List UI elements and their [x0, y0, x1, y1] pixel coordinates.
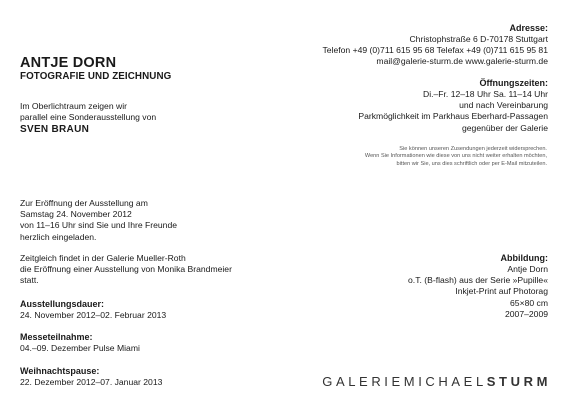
illustration-heading: Abbildung:: [500, 253, 548, 263]
illustration-credits: [408, 252, 548, 320]
artist-block: [20, 55, 171, 83]
fair-heading: Messeteilnahme:: [20, 332, 93, 342]
intro-line: parallel eine Sonderausstellung von: [20, 112, 157, 123]
parking-line: Parkmöglichkeit im Parkhaus Eberhard-Passagen: [358, 111, 548, 122]
duration-block: [20, 298, 166, 321]
hours-line: Di.–Fr. 12–18 Uhr Sa. 11–14 Uhr: [423, 89, 548, 99]
duration-value: 24. November 2012–02. Februar 2013: [20, 310, 167, 320]
unsubscribe-notice: [365, 146, 547, 168]
hours-line: und nach Vereinbarung: [459, 100, 548, 111]
opening-invitation: [20, 198, 177, 243]
fair-block: [20, 331, 140, 354]
exhibition-subtitle: FOTOGRAFIE UND ZEICHNUNG: [20, 71, 172, 82]
address-phone-fax: Telefon +49 (0)711 615 95 68 Telefax +49 (0)711 615 95 81: [322, 45, 548, 56]
parking-line: gegenüber der Galerie: [462, 122, 548, 133]
parallel-line: Zeitgleich findet in der Galerie Mueller-Roth: [20, 253, 186, 263]
intro-line: Im Oberlichtraum zeigen wir: [20, 101, 127, 111]
opening-hours-block: [358, 77, 548, 134]
opening-line: Zur Eröffnung der Ausstellung am: [20, 198, 148, 208]
notice-line: Wenn Sie Informationen wie diese von uns nicht weiter erhalten möchten,: [364, 153, 547, 160]
illustration-size: 65×80 cm: [510, 297, 548, 308]
opening-line: Samstag 24. November 2012: [20, 209, 132, 220]
guest-artist-name: SVEN BRAUN: [20, 124, 90, 136]
address-street: Christophstraße 6 D-70178 Stuttgart: [409, 34, 548, 44]
xmas-block: [20, 365, 162, 388]
notice-line: bitten wir Sie, uns dies schriftlich oder per E-Mail mitzuteilen.: [396, 160, 547, 167]
opening-line: von 11–16 Uhr sind Sie und Ihre Freunde: [20, 220, 178, 231]
address-block: [322, 22, 548, 68]
illustration-medium: Inkjet-Print auf Photorag: [455, 286, 548, 297]
address-heading: Adresse:: [509, 23, 548, 33]
duration-heading: Ausstellungsdauer:: [20, 299, 105, 309]
parallel-line: statt.: [20, 275, 39, 286]
parallel-line: die Eröffnung einer Ausstellung von Monika Brandmeier: [20, 264, 232, 275]
opening-line: herzlich eingeladen.: [20, 231, 97, 242]
notice-line: Sie können unseren Zusendungen jederzeit widersprechen.: [399, 146, 547, 152]
special-exhibition-block: [20, 101, 156, 136]
address-mail-web: mail@galerie-sturm.de www.galerie-sturm.de: [376, 56, 548, 67]
hours-heading: Öffnungszeiten:: [479, 78, 548, 88]
fair-value: 04.–09. Dezember Pulse Miami: [20, 343, 140, 353]
gallery-logo: [322, 374, 551, 390]
artist-name: ANTJE DORN: [20, 55, 117, 71]
gallery-logo-light: GALERIEMICHAEL: [322, 374, 487, 389]
parallel-opening: [20, 253, 232, 287]
illustration-year: 2007–2009: [504, 308, 548, 319]
xmas-heading: Weihnachtspause:: [20, 366, 100, 376]
illustration-title: o.T. (B-flash) aus der Serie »Pupille«: [408, 275, 548, 286]
xmas-value: 22. Dezember 2012–07. Januar 2013: [20, 377, 163, 387]
illustration-artist: Antje Dorn: [507, 264, 548, 274]
gallery-logo-bold: STURM: [486, 374, 551, 389]
